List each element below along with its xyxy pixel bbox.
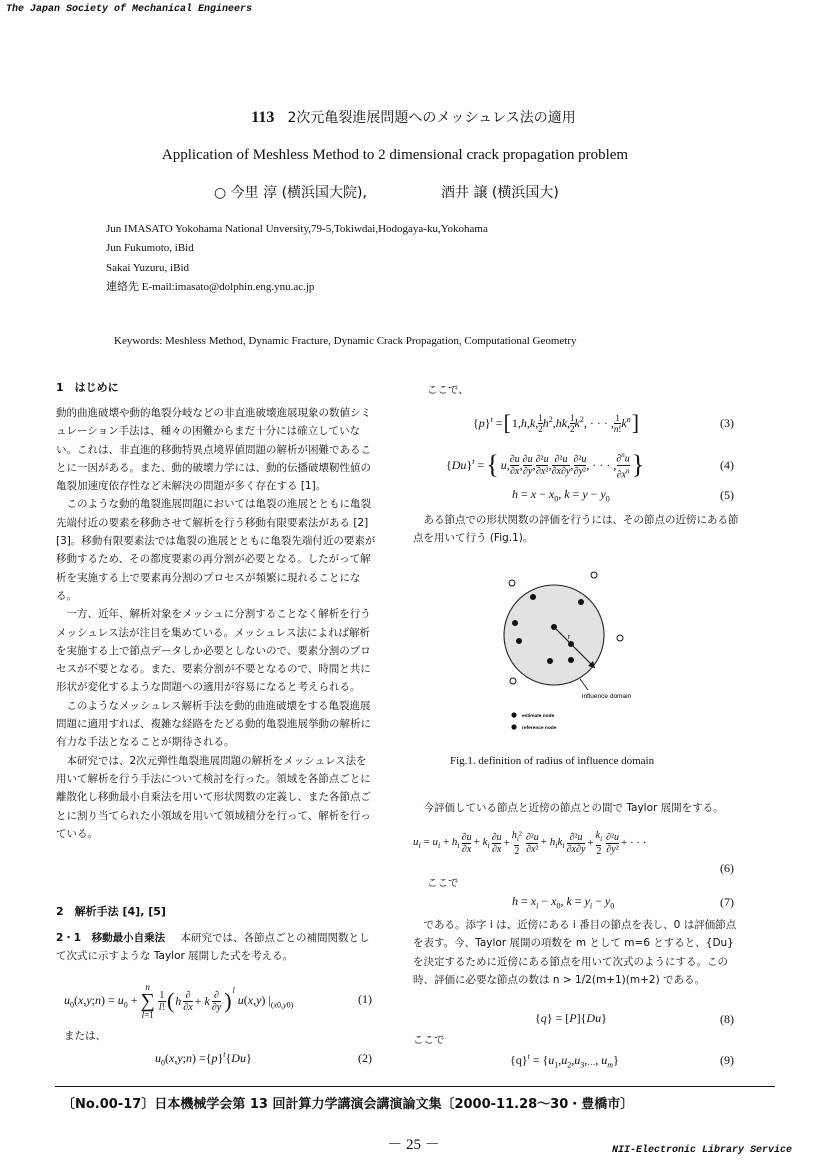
section-2-1-heading: 2・1 移動最小自乗法 xyxy=(56,932,166,944)
paper-number: 113 xyxy=(251,109,275,126)
equation-3-label: (3) xyxy=(720,416,734,430)
radius-label: r xyxy=(568,634,571,641)
equation-2-label: (2) xyxy=(358,1051,372,1065)
section-2-1-text: 本研究では、各節点ごとの補間関数として次式に示すような Taylor 展開した式を考える。 xyxy=(56,932,370,963)
equation-1: $u_0(x,y;n) = u_0$ + n ∑ l=1 1 l! ( h ∂ ∂x + k ∂ ∂y ) $^l$ u(x,y) $|_{(x0,y0)}$ xyxy=(64,982,294,1020)
equation-3: $\{p\}^t$ = [ 1,h,k, 1 2 $h^2,hk$, 1 2 $k^2$, · · · , 1 n! $k^n$ ] xyxy=(473,410,640,435)
outside-node xyxy=(591,572,597,578)
paragraph-eval xyxy=(413,511,741,548)
equation-7-label: (7) xyxy=(720,895,734,909)
influence-domain-label: influence domain xyxy=(582,693,632,700)
figure-1-caption: Fig.1. definition of radius of influence domain xyxy=(450,755,655,767)
author-first: ○ 今里 淳 (横浜国大院), xyxy=(214,185,367,201)
outside-node xyxy=(510,678,516,684)
equation-6-label: (6) xyxy=(720,861,734,875)
proceedings-footer: 〔No.00-17〕日本機械学会第 13 回計算力学講演会講演論文集〔2000-11.28〜30・豊橋市〕 xyxy=(62,1097,634,1112)
society-header: The Japan Society of Mechanical Engineers xyxy=(6,4,253,15)
title-block xyxy=(0,107,827,127)
paragraph: このような動的亀裂進展問題においては亀裂の進展とともに亀裂先端付近の要素を移動させて解析を行う移動有限要素法がある [2] [3]。移動有限要素法では亀裂の進展とともに亀裂先端付近の要素が移動するため、その都度要素の再分割が必要となる。したがって解析を実施する上で要素再分割のプロセスが頻繁に現れることになる。 xyxy=(56,498,376,602)
kokode-text: ここで、 xyxy=(427,384,469,396)
paragraph: このようなメッシュレス解析手法を動的曲進破壊をする亀裂進展問題に適用すれば、複雑な経路をたどる動的亀裂進展挙動の解析に有力な手法となることが期待される。 xyxy=(56,699,371,749)
legend-estimate-label: estimate node xyxy=(522,714,555,719)
legend-estimate-marker xyxy=(511,712,516,717)
paragraph: 動的曲進破壊や動的亀裂分岐などの非直進破壊進展現象の数値シミュレーション手法は、種々の困難からまだ十分には確立していない。これは、非直進的移動特異点境界値問題の解析が困難であることに一因がある。また、動的破壊力学には、動的伝播破壊靭性値の亀裂加速度依存性など未解決の問題が多く存在する [1]。 xyxy=(56,407,371,493)
equation-5-label: (5) xyxy=(720,488,734,502)
outside-node xyxy=(617,635,623,641)
equation-9: $\{q\}^t = \{u_1,u_2,u_3,_{\cdot\cdot\cdot}$, $u_m$} xyxy=(510,1052,619,1070)
equation-6: $u_i = u_i + h_i$ ∂u ∂x + $k_i$ ∂u ∂x + $\frac{h_i^2}{2}$ ∂²u ∂x² + $h_ik_i$ ∂²u ∂x∂y + $\frac{k_i}{2}$ ∂²u ∂y² + · · · xyxy=(413,829,647,857)
equation-4: $\{Du\}^t$ = { u, ∂u ∂x , ∂u ∂y , ∂²u ∂x² , ∂²u ∂x∂y , ∂²u ∂y² , · · · , ∂$^n$u $\partial x^n$ } xyxy=(446,450,645,480)
equation-9-label: (9) xyxy=(720,1053,734,1067)
equation-8: {q} = [P]{Du} xyxy=(535,1011,607,1025)
outside-node xyxy=(509,580,515,586)
page-number: － 25 － xyxy=(387,1137,440,1153)
legend-reference-marker xyxy=(511,724,516,729)
paragraph: である。添字 i は、近傍にある i 番目の節点を表し、0 は評価節点を表す。今、Taylor 展開の項数を m として m=6 とすると、{Du} を決定するために近傍にある節点を用いて次式のようにする。この時、評価に必要な節点の数は n > 1/2(m+1)(m+2) である。 xyxy=(413,919,737,986)
keywords: Keywords: Meshless Method, Dynamic Fracture, Dynamic Crack Propagation, Computational Geometry xyxy=(114,335,577,347)
section-2-heading: 2 解析手法 [4], [5] xyxy=(56,905,166,918)
paper-title-en: Application of Meshless Method to 2 dimensional crack propagation problem xyxy=(161,147,629,163)
reference-node xyxy=(568,657,574,663)
contact-email: 連絡先 E-mail:imasato@dolphin.eng.ynu.ac.jp xyxy=(106,280,315,293)
author-second: 酒井 譲 (横浜国大) xyxy=(441,185,559,201)
paragraph: 一方、近年、解析対象をメッシュに分割することなく解析を行うメッシュレス法が注目を集めている。メッシュレス法によれば解析を実施する上で節点データしか必要としないので、要素分割のプロセスが不要となる。また、要素分割が不要となるので、時間と共に形状が変化するような問題への適用が容易になると考えられる。 xyxy=(56,608,371,694)
paper-title-jp: 2次元亀裂進展問題へのメッシュレス法の適用 xyxy=(287,110,576,126)
equation-2: $u_0(x,y;n) =\{p\}^t\{Du\}$ xyxy=(155,1050,252,1068)
section-1-heading: 1 はじめに xyxy=(56,381,119,394)
kokode-text: ここで xyxy=(413,1034,445,1046)
paragraph: ある節点での形状関数の評価を行うには、その節点の近傍にある節点を用いて行う (Fig.1)。 xyxy=(413,514,739,545)
equation-7: $h = x_i - x_0$, $k = y_i - y_0$ xyxy=(512,894,615,911)
kokode-text: ここで xyxy=(427,877,459,889)
equation-8-label: (8) xyxy=(720,1012,734,1026)
paragraph-taylor xyxy=(413,799,743,817)
paragraph-index xyxy=(413,916,743,989)
section-1-body xyxy=(56,404,377,843)
affiliation-line: Sakai Yuzuru, iBid xyxy=(106,261,189,274)
figure-1 xyxy=(470,568,690,738)
paragraph: 今評価している節点と近傍の節点との間で Taylor 展開をする。 xyxy=(423,802,724,814)
nii-footer: NII-Electronic Library Service xyxy=(612,1145,793,1156)
reference-node xyxy=(547,658,553,664)
equation-1-label: (1) xyxy=(358,992,372,1006)
equation-5: $h = x - x_0$, $k = y - y_0$ xyxy=(512,487,610,504)
footer-rule xyxy=(55,1086,775,1087)
affiliation-line: Jun Fukumoto, iBid xyxy=(106,242,194,255)
reference-node xyxy=(512,620,518,626)
legend-reference-label: reference node xyxy=(522,726,557,731)
influence-domain-circle xyxy=(504,585,604,685)
reference-node xyxy=(516,638,522,644)
affiliations xyxy=(106,220,488,297)
reference-node xyxy=(530,594,536,600)
section-2-1-body xyxy=(56,929,377,966)
matawa-text: または、 xyxy=(64,1030,106,1042)
equation-4-label: (4) xyxy=(720,458,734,472)
leader-line xyxy=(580,679,588,690)
paragraph: 本研究では、2次元弾性亀裂進展問題の解析をメッシュレス法を用いて解析を行う手法について検討を行った。領域を各節点ごとに離散化し移動最小自乗法を用いて形状関数の定義し、また各節点ごとに割り当てられた小領域を用いて領域積分を行って、解析を行っている。 xyxy=(56,754,371,840)
reference-node xyxy=(578,599,584,605)
affiliation-line: Jun IMASATO Yokohama National Unversity,79-5,Tokiwdai,Hodogaya-ku,Yokohama xyxy=(106,223,488,235)
